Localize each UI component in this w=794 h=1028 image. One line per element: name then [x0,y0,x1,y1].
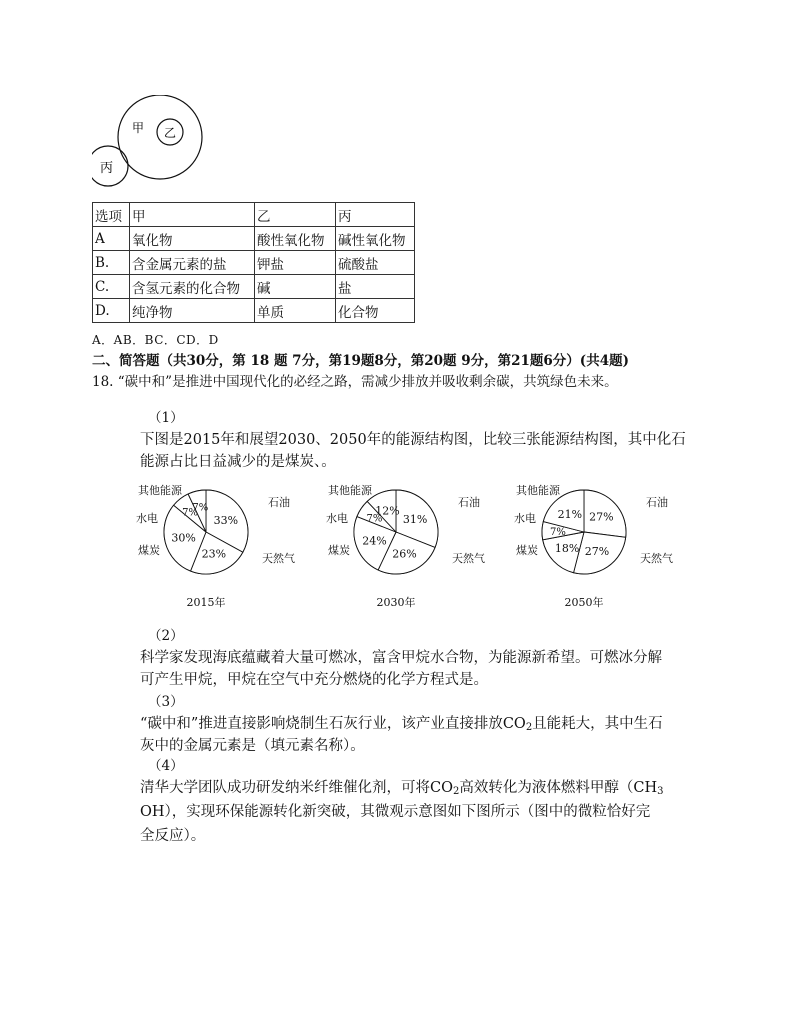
part-1-line-2: 能源占比日益减少的是煤炭、。 [140,454,336,470]
part-4-subscript-co2: 2 [452,786,460,797]
pie-category-label-gas: 天然气 [640,552,673,565]
part-4-text-a: 清华大学团队成功研发纳米纤维催化剂，可将CO [140,780,453,796]
pie-category-label-coal: 煤炭 [138,544,160,557]
part-3-text-b: 且能耗大，其中生石 [532,716,663,732]
table-cell: 钾盐 [255,251,336,275]
pie-percent-label: 31% [402,513,428,527]
pie-category-label-hydro: 水电 [136,512,158,525]
part-3-line-1 [140,712,663,733]
label-jia: 甲 [132,121,145,135]
table-cell: 盐 [336,275,415,299]
table-cell: 硫酸盐 [336,251,415,275]
pie-category-label-coal: 煤炭 [328,544,350,557]
pie-category-label-other: 其他能源 [138,484,182,497]
table-cell: A [93,227,130,251]
table-cell: 氧化物 [130,227,255,251]
pie-percent-label: 23% [201,547,227,561]
part-2-line-1: 科学家发现海底蕴藏着大量可燃冰，富含甲烷水合物，为能源新希望。可燃冰分解 [140,650,662,666]
table-row [93,275,415,299]
pie-percent-label: 18% [554,541,580,555]
circle-jia [118,95,202,179]
section-title: 二、简答题（共30分，第 18 题 7分，第19题8分，第20题 9分，第21题6分）(共4题) [92,353,629,369]
table-header-cell: 甲 [130,203,255,227]
table-cell: 纯净物 [130,299,255,323]
table-cell: C. [93,275,130,299]
table-cell: 碱 [255,275,336,299]
pie-category-label-oil: 石油 [268,496,290,509]
pie-category-label-gas: 天然气 [262,552,295,565]
pie-category-label-hydro: 水电 [514,512,536,525]
pie-category-label-gas: 天然气 [452,552,485,565]
part-2-line-2: 可产生甲烷，甲烷在空气中充分燃烧的化学方程式是。 [140,672,488,688]
pie-percent-label: 24% [362,534,387,548]
part-1-number: （1） [148,410,184,426]
pie-year-title: 2030年 [376,596,416,609]
table-row [93,227,415,251]
table-cell: 含金属元素的盐 [130,251,255,275]
question-18-stem: 18. “碳中和”是推进中国现代化的必经之路，需减少排放并吸收剩余碳，共筑绿色未来。 [92,374,618,390]
table-header-cell: 丙 [336,203,415,227]
pie-year-title: 2050年 [564,596,604,609]
pie-percent-label: 7% [550,527,566,539]
pie-percent-label: 33% [213,514,239,528]
part-4-line-3: 全反应）。 [140,828,206,844]
energy-structure-pies [136,480,696,614]
pie-percent-label: 27% [584,545,610,559]
table-row [93,251,415,275]
venn-diagram [92,95,222,195]
pie-percent-label: 7% [192,502,209,514]
part-2-number: （2） [148,628,184,644]
table-cell: 化合物 [336,299,415,323]
pie-percent-label: 27% [589,510,614,524]
table-cell: 含氢元素的化合物 [130,275,255,299]
pie-category-label-other: 其他能源 [516,484,560,497]
table-row [93,299,415,323]
pie-percent-label: 7% [182,507,198,519]
part-4-text-b: 高效转化为液体燃料甲醇（CH [459,780,658,796]
part-3-number: （3） [148,694,184,710]
label-bing: 丙 [100,161,114,176]
part-3-subscript: 2 [525,722,533,733]
label-yi: 乙 [164,126,177,140]
table-cell: 单质 [255,299,336,323]
answer-options: A．AB．BC．CD．D [92,333,219,347]
pie-year-title: 2015年 [186,596,226,609]
pie-category-label-oil: 石油 [646,496,668,509]
part-1-line-1: 下图是2015年和展望2030、2050年的能源结构图，比较三张能源结构图，其中化石 [140,432,686,448]
pie-percent-label: 26% [392,547,417,561]
part-4-subscript-ch3: 3 [657,786,664,797]
part-3-text-a: “碳中和”推进直接影响烧制生石灰行业，该产业直接排放CO [140,716,526,732]
table-cell: D. [93,299,130,323]
table-header-cell: 选项 [93,203,130,227]
part-4-line-1 [140,776,663,797]
pie-percent-label: 12% [375,504,400,518]
part-4-number: （4） [148,758,184,774]
table-header-cell: 乙 [255,203,336,227]
table-cell: 酸性氧化物 [255,227,336,251]
table-cell: 碱性氧化物 [336,227,415,251]
pie-category-label-hydro: 水电 [326,512,348,525]
pie-percent-label: 21% [557,507,583,521]
part-4-line-2: OH），实现环保能源转化新突破，其微观示意图如下图所示（图中的微粒恰好完 [140,804,651,820]
pie-category-label-coal: 煤炭 [516,544,538,557]
part-3-line-2: 灰中的金属元素是（填元素名称）。 [140,738,365,754]
options-table [92,202,415,323]
pie-category-label-oil: 石油 [458,496,480,509]
pie-category-label-other: 其他能源 [328,484,372,497]
table-header-row [93,203,415,227]
pie-percent-label: 30% [171,531,196,545]
pie-percent-label: 7% [366,513,383,525]
table-cell: B. [93,251,130,275]
